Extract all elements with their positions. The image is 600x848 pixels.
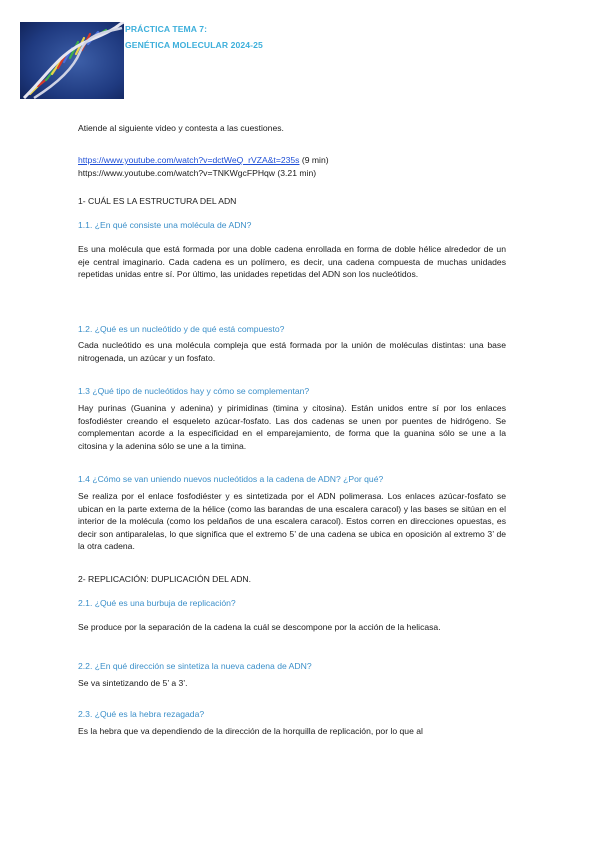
video-link-1-url[interactable]: https://www.youtube.com/watch?v=dctWeQ_rVZA&t=235s xyxy=(78,155,300,165)
answer-1-1: Es una molécula que está formada por una doble cadena enrollada en forma de doble hélice alrededor de un eje central imaginario. Cada cadena es un polímero, es decir, una cadena compuesta de muchas unidades repetidas unidas entre sí. Por último, las unidades repetidas del ADN son los nucleótidos. xyxy=(78,244,506,280)
question-2-1: 2.1. ¿Qué es una burbuja de replicación? xyxy=(78,598,236,608)
answer-2-1: Se produce por la separación de la cadena la cuál se descompone por la acción de la helicasa. xyxy=(78,622,441,632)
question-1-2: 1.2. ¿Qué es un nucleótido y de qué está compuesto? xyxy=(78,324,285,334)
question-1-4: 1.4 ¿Cómo se van uniendo nuevos nucleótidos a la cadena de ADN? ¿Por qué? xyxy=(78,474,384,484)
answer-2-3: Es la hebra que va dependiendo de la dirección de la horquilla de replicación, por lo que al xyxy=(78,726,423,736)
answer-1-3: Hay purinas (Guanina y adenina) y pirimidinas (timina y citosina). Están unidos entre sí por los enlaces fosfodiéster creando el esqueleto azúcar-fosfato. Las dos cadenas se unen por puentes de hidrógeno. Se complementan acorde a la especificidad en el emparejamiento, de forma que la guanina sólo se une a la citosina y la adenina sólo se une a la timina. xyxy=(78,403,506,451)
video-link-2-duration: (3.21 min) xyxy=(275,168,317,178)
question-1-3: 1.3 ¿Qué tipo de nucleótidos hay y cómo se complementan? xyxy=(78,386,310,396)
answer-2-2: Se va sintetizando de 5’ a 3’. xyxy=(78,678,188,688)
section-heading-2: 2- REPLICACIÓN: DUPLICACIÓN DEL ADN. xyxy=(78,574,252,584)
section-heading-1: 1- CUÁL ES LA ESTRUCTURA DEL ADN xyxy=(78,196,237,206)
video-link-1 xyxy=(78,154,329,167)
question-1-1: 1.1. ¿En qué consiste una molécula de ADN? xyxy=(78,220,252,230)
question-2-2: 2.2. ¿En qué dirección se sintetiza la nueva cadena de ADN? xyxy=(78,661,312,671)
video-link-2-url[interactable]: https://www.youtube.com/watch?v=TNKWgcFPHqw xyxy=(78,168,276,178)
document-title-line-2: GENÉTICA MOLECULAR 2024-25 xyxy=(125,40,263,50)
document-title-line-1: PRÁCTICA TEMA 7: xyxy=(125,24,208,34)
intro-text: Atiende al siguiente video y contesta a las cuestiones. xyxy=(78,123,284,133)
dna-helix-icon xyxy=(20,22,124,99)
answer-1-4: Se realiza por el enlace fosfodiéster y es sintetizada por el ADN polimerasa. Los enlaces azúcar-fosfato se ubican en la parte externa de la hélice (como las barandas de una escalera caracol) y las bases se sitúan en el interior de la molécula (como los peldaños de una escalera caracol). Estos corren en direcciones opuestas, es decir son antiparalelas, lo que significa que el extremo 5’ de una cadena se ubica en oposición al extremo 3’ de la otra cadena. xyxy=(78,491,506,552)
video-link-1-duration: (9 min) xyxy=(299,155,329,165)
video-link-2 xyxy=(78,167,316,180)
question-2-3: 2.3. ¿Qué es la hebra rezagada? xyxy=(78,709,205,719)
answer-1-2: Cada nucleótido es una molécula compleja que está formada por la unión de moléculas distintas: una base nitrogenada, un azúcar y un fosfato. xyxy=(78,340,506,363)
